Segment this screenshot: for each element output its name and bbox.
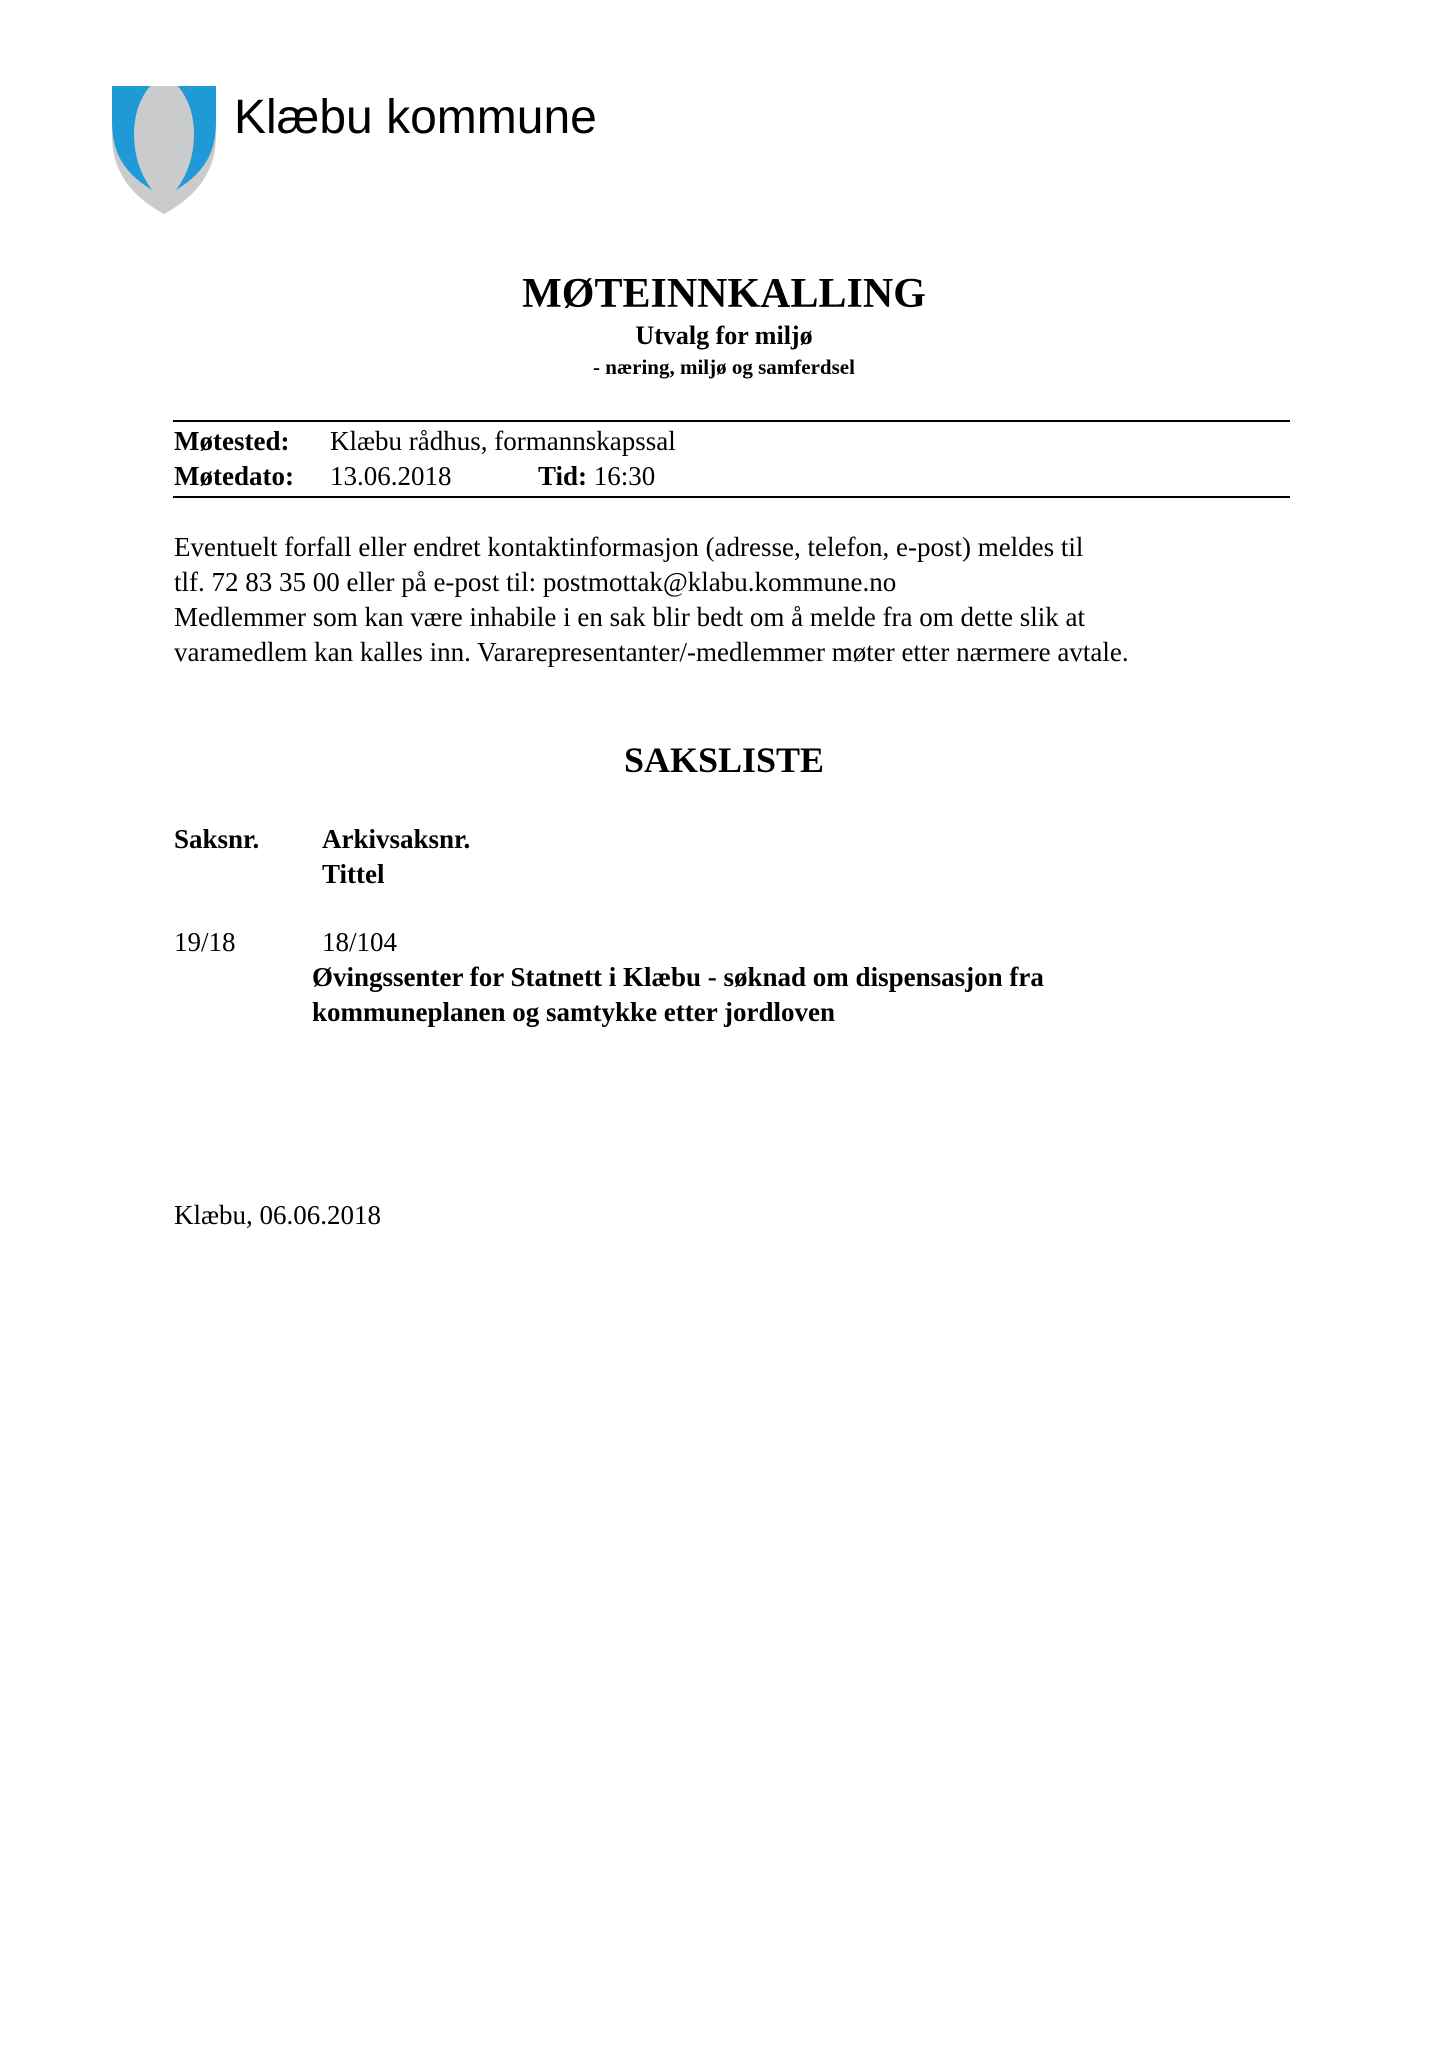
column-header-tittel: Tittel <box>322 859 385 889</box>
klaebu-coat-of-arms-icon <box>112 86 216 214</box>
agenda-item-title-line: kommuneplanen og samtykke etter jordloven <box>312 997 835 1027</box>
agenda-title: SAKSLISTE <box>623 740 825 780</box>
meeting-date-label: Møtedato: <box>174 461 294 491</box>
document-title: MØTEINNKALLING <box>522 271 926 317</box>
notice-line: Medlemmer som kan være inhabile i en sak blir bedt om å melde fra om dette slik at <box>174 602 1085 632</box>
meeting-time-value: 16:30 <box>593 461 656 491</box>
top-divider <box>173 420 1290 422</box>
agenda-item-title-line: Øvingssenter for Statnett i Klæbu - søknad om dispensasjon fra <box>312 962 1044 992</box>
committee-subtitle: - næring, miljø og samferdsel <box>593 355 855 379</box>
notice-line: varamedlem kan kalles inn. Vararepresentanter/-medlemmer møter etter nærmere avtale. <box>174 637 1129 667</box>
committee-name: Utvalg for miljø <box>635 321 813 350</box>
org-name: Klæbu kommune <box>234 91 597 144</box>
agenda-item-saksnr: 19/18 <box>174 927 236 957</box>
column-header-arkivsaksnr: Arkivsaksnr. <box>322 824 471 854</box>
meeting-time-label: Tid: <box>538 461 588 491</box>
title-block <box>0 268 1448 382</box>
meeting-place-value: Klæbu rådhus, formannskapssal <box>330 426 676 456</box>
meeting-date-value: 13.06.2018 <box>330 461 452 491</box>
column-header-saksnr: Saksnr. <box>174 824 260 854</box>
meeting-time <box>538 459 655 493</box>
meeting-place-label: Møtested: <box>174 426 290 456</box>
notice-paragraph <box>174 530 1294 670</box>
bottom-divider <box>173 496 1290 498</box>
agenda-item-arkivsaksnr: 18/104 <box>322 927 398 957</box>
meeting-date-row <box>174 459 656 493</box>
meeting-place-row <box>174 424 676 458</box>
notice-line: Eventuelt forfall eller endret kontaktinformasjon (adresse, telefon, e-post) meldes til <box>174 532 1084 562</box>
agenda-item-title <box>312 960 1044 1030</box>
place-date-signoff: Klæbu, 06.06.2018 <box>174 1200 382 1230</box>
notice-line: tlf. 72 83 35 00 eller på e-post til: postmottak@klabu.kommune.no <box>174 567 897 597</box>
